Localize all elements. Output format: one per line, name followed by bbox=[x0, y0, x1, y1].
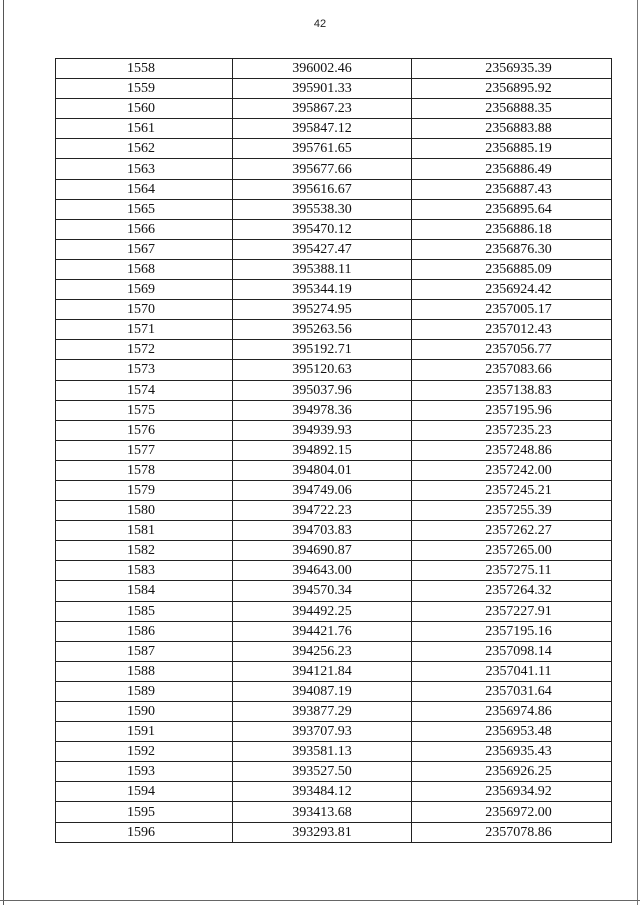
table-row bbox=[56, 99, 612, 119]
x-coordinate-cell: 395427.47 bbox=[233, 239, 412, 259]
page-border-right bbox=[637, 0, 638, 905]
table-row bbox=[56, 280, 612, 300]
y-coordinate-cell: 2357138.83 bbox=[412, 380, 612, 400]
point-number-cell: 1584 bbox=[56, 581, 233, 601]
point-number-cell: 1594 bbox=[56, 782, 233, 802]
x-coordinate-cell: 395677.66 bbox=[233, 159, 412, 179]
x-coordinate-cell: 394978.36 bbox=[233, 400, 412, 420]
table-row bbox=[56, 541, 612, 561]
table-row bbox=[56, 320, 612, 340]
x-coordinate-cell: 395901.33 bbox=[233, 79, 412, 99]
x-coordinate-cell: 395263.56 bbox=[233, 320, 412, 340]
x-coordinate-cell: 395867.23 bbox=[233, 99, 412, 119]
point-number-cell: 1578 bbox=[56, 460, 233, 480]
table-row bbox=[56, 79, 612, 99]
point-number-cell: 1574 bbox=[56, 380, 233, 400]
point-number-cell: 1595 bbox=[56, 802, 233, 822]
point-number-cell: 1576 bbox=[56, 420, 233, 440]
table-row bbox=[56, 480, 612, 500]
y-coordinate-cell: 2357242.00 bbox=[412, 460, 612, 480]
y-coordinate-cell: 2357264.32 bbox=[412, 581, 612, 601]
table-row bbox=[56, 661, 612, 681]
y-coordinate-cell: 2357255.39 bbox=[412, 501, 612, 521]
table-row bbox=[56, 621, 612, 641]
point-number-cell: 1591 bbox=[56, 722, 233, 742]
table-row bbox=[56, 782, 612, 802]
x-coordinate-cell: 394087.19 bbox=[233, 681, 412, 701]
point-number-cell: 1592 bbox=[56, 742, 233, 762]
x-coordinate-cell: 395847.12 bbox=[233, 119, 412, 139]
y-coordinate-cell: 2357248.86 bbox=[412, 440, 612, 460]
table-row bbox=[56, 722, 612, 742]
y-coordinate-cell: 2357041.11 bbox=[412, 661, 612, 681]
point-number-cell: 1569 bbox=[56, 280, 233, 300]
table-row bbox=[56, 380, 612, 400]
x-coordinate-cell: 393484.12 bbox=[233, 782, 412, 802]
table-row bbox=[56, 742, 612, 762]
table-row bbox=[56, 300, 612, 320]
point-number-cell: 1563 bbox=[56, 159, 233, 179]
table-row bbox=[56, 400, 612, 420]
y-coordinate-cell: 2356974.86 bbox=[412, 702, 612, 722]
point-number-cell: 1565 bbox=[56, 199, 233, 219]
x-coordinate-cell: 395344.19 bbox=[233, 280, 412, 300]
y-coordinate-cell: 2357195.96 bbox=[412, 400, 612, 420]
table-row bbox=[56, 179, 612, 199]
x-coordinate-cell: 394421.76 bbox=[233, 621, 412, 641]
table-row bbox=[56, 601, 612, 621]
table-row bbox=[56, 239, 612, 259]
point-number-cell: 1593 bbox=[56, 762, 233, 782]
table-row bbox=[56, 822, 612, 842]
point-number-cell: 1572 bbox=[56, 340, 233, 360]
table-row bbox=[56, 360, 612, 380]
y-coordinate-cell: 2356926.25 bbox=[412, 762, 612, 782]
table-row bbox=[56, 199, 612, 219]
point-number-cell: 1558 bbox=[56, 59, 233, 79]
y-coordinate-cell: 2357098.14 bbox=[412, 641, 612, 661]
y-coordinate-cell: 2357235.23 bbox=[412, 420, 612, 440]
point-number-cell: 1573 bbox=[56, 360, 233, 380]
y-coordinate-cell: 2357012.43 bbox=[412, 320, 612, 340]
table-row bbox=[56, 802, 612, 822]
table-row bbox=[56, 440, 612, 460]
x-coordinate-cell: 395274.95 bbox=[233, 300, 412, 320]
y-coordinate-cell: 2356885.09 bbox=[412, 259, 612, 279]
point-number-cell: 1581 bbox=[56, 521, 233, 541]
y-coordinate-cell: 2357262.27 bbox=[412, 521, 612, 541]
point-number-cell: 1577 bbox=[56, 440, 233, 460]
y-coordinate-cell: 2356883.88 bbox=[412, 119, 612, 139]
y-coordinate-cell: 2357227.91 bbox=[412, 601, 612, 621]
x-coordinate-cell: 395120.63 bbox=[233, 360, 412, 380]
x-coordinate-cell: 395616.67 bbox=[233, 179, 412, 199]
table-row bbox=[56, 460, 612, 480]
table-row bbox=[56, 641, 612, 661]
y-coordinate-cell: 2356924.42 bbox=[412, 280, 612, 300]
x-coordinate-cell: 394749.06 bbox=[233, 480, 412, 500]
coordinates-table bbox=[55, 58, 612, 843]
x-coordinate-cell: 393293.81 bbox=[233, 822, 412, 842]
y-coordinate-cell: 2356886.49 bbox=[412, 159, 612, 179]
point-number-cell: 1589 bbox=[56, 681, 233, 701]
y-coordinate-cell: 2356885.19 bbox=[412, 139, 612, 159]
point-number-cell: 1559 bbox=[56, 79, 233, 99]
table-row bbox=[56, 420, 612, 440]
x-coordinate-cell: 394256.23 bbox=[233, 641, 412, 661]
table-row bbox=[56, 159, 612, 179]
x-coordinate-cell: 395037.96 bbox=[233, 380, 412, 400]
y-coordinate-cell: 2357195.16 bbox=[412, 621, 612, 641]
x-coordinate-cell: 395388.11 bbox=[233, 259, 412, 279]
page-border-bottom bbox=[0, 900, 640, 901]
table-row bbox=[56, 219, 612, 239]
x-coordinate-cell: 395470.12 bbox=[233, 219, 412, 239]
y-coordinate-cell: 2357083.66 bbox=[412, 360, 612, 380]
point-number-cell: 1571 bbox=[56, 320, 233, 340]
y-coordinate-cell: 2357275.11 bbox=[412, 561, 612, 581]
x-coordinate-cell: 394892.15 bbox=[233, 440, 412, 460]
page-border-left bbox=[3, 0, 4, 905]
y-coordinate-cell: 2356888.35 bbox=[412, 99, 612, 119]
point-number-cell: 1568 bbox=[56, 259, 233, 279]
y-coordinate-cell: 2356935.39 bbox=[412, 59, 612, 79]
x-coordinate-cell: 393707.93 bbox=[233, 722, 412, 742]
point-number-cell: 1566 bbox=[56, 219, 233, 239]
table-row bbox=[56, 561, 612, 581]
y-coordinate-cell: 2357078.86 bbox=[412, 822, 612, 842]
page-number: 42 bbox=[313, 18, 327, 30]
point-number-cell: 1580 bbox=[56, 501, 233, 521]
x-coordinate-cell: 394492.25 bbox=[233, 601, 412, 621]
point-number-cell: 1564 bbox=[56, 179, 233, 199]
point-number-cell: 1587 bbox=[56, 641, 233, 661]
point-number-cell: 1570 bbox=[56, 300, 233, 320]
table-row bbox=[56, 340, 612, 360]
y-coordinate-cell: 2356895.92 bbox=[412, 79, 612, 99]
table-row bbox=[56, 501, 612, 521]
table-row bbox=[56, 259, 612, 279]
y-coordinate-cell: 2357265.00 bbox=[412, 541, 612, 561]
y-coordinate-cell: 2356934.92 bbox=[412, 782, 612, 802]
x-coordinate-cell: 394643.00 bbox=[233, 561, 412, 581]
x-coordinate-cell: 396002.46 bbox=[233, 59, 412, 79]
point-number-cell: 1583 bbox=[56, 561, 233, 581]
x-coordinate-cell: 394804.01 bbox=[233, 460, 412, 480]
table-row bbox=[56, 139, 612, 159]
y-coordinate-cell: 2356886.18 bbox=[412, 219, 612, 239]
point-number-cell: 1586 bbox=[56, 621, 233, 641]
x-coordinate-cell: 394690.87 bbox=[233, 541, 412, 561]
y-coordinate-cell: 2357245.21 bbox=[412, 480, 612, 500]
x-coordinate-cell: 394570.34 bbox=[233, 581, 412, 601]
coordinates-table-body bbox=[56, 59, 612, 843]
x-coordinate-cell: 395761.65 bbox=[233, 139, 412, 159]
x-coordinate-cell: 394703.83 bbox=[233, 521, 412, 541]
y-coordinate-cell: 2357005.17 bbox=[412, 300, 612, 320]
table-row bbox=[56, 119, 612, 139]
point-number-cell: 1588 bbox=[56, 661, 233, 681]
table-row bbox=[56, 581, 612, 601]
y-coordinate-cell: 2356876.30 bbox=[412, 239, 612, 259]
x-coordinate-cell: 394939.93 bbox=[233, 420, 412, 440]
point-number-cell: 1582 bbox=[56, 541, 233, 561]
table-row bbox=[56, 59, 612, 79]
y-coordinate-cell: 2357056.77 bbox=[412, 340, 612, 360]
x-coordinate-cell: 393877.29 bbox=[233, 702, 412, 722]
y-coordinate-cell: 2357031.64 bbox=[412, 681, 612, 701]
table-row bbox=[56, 681, 612, 701]
y-coordinate-cell: 2356895.64 bbox=[412, 199, 612, 219]
y-coordinate-cell: 2356887.43 bbox=[412, 179, 612, 199]
point-number-cell: 1561 bbox=[56, 119, 233, 139]
point-number-cell: 1596 bbox=[56, 822, 233, 842]
table-row bbox=[56, 762, 612, 782]
point-number-cell: 1579 bbox=[56, 480, 233, 500]
x-coordinate-cell: 393413.68 bbox=[233, 802, 412, 822]
table-row bbox=[56, 702, 612, 722]
x-coordinate-cell: 395192.71 bbox=[233, 340, 412, 360]
x-coordinate-cell: 395538.30 bbox=[233, 199, 412, 219]
point-number-cell: 1562 bbox=[56, 139, 233, 159]
x-coordinate-cell: 394722.23 bbox=[233, 501, 412, 521]
y-coordinate-cell: 2356935.43 bbox=[412, 742, 612, 762]
point-number-cell: 1585 bbox=[56, 601, 233, 621]
x-coordinate-cell: 394121.84 bbox=[233, 661, 412, 681]
point-number-cell: 1560 bbox=[56, 99, 233, 119]
point-number-cell: 1575 bbox=[56, 400, 233, 420]
x-coordinate-cell: 393581.13 bbox=[233, 742, 412, 762]
x-coordinate-cell: 393527.50 bbox=[233, 762, 412, 782]
y-coordinate-cell: 2356953.48 bbox=[412, 722, 612, 742]
point-number-cell: 1567 bbox=[56, 239, 233, 259]
point-number-cell: 1590 bbox=[56, 702, 233, 722]
y-coordinate-cell: 2356972.00 bbox=[412, 802, 612, 822]
table-row bbox=[56, 521, 612, 541]
